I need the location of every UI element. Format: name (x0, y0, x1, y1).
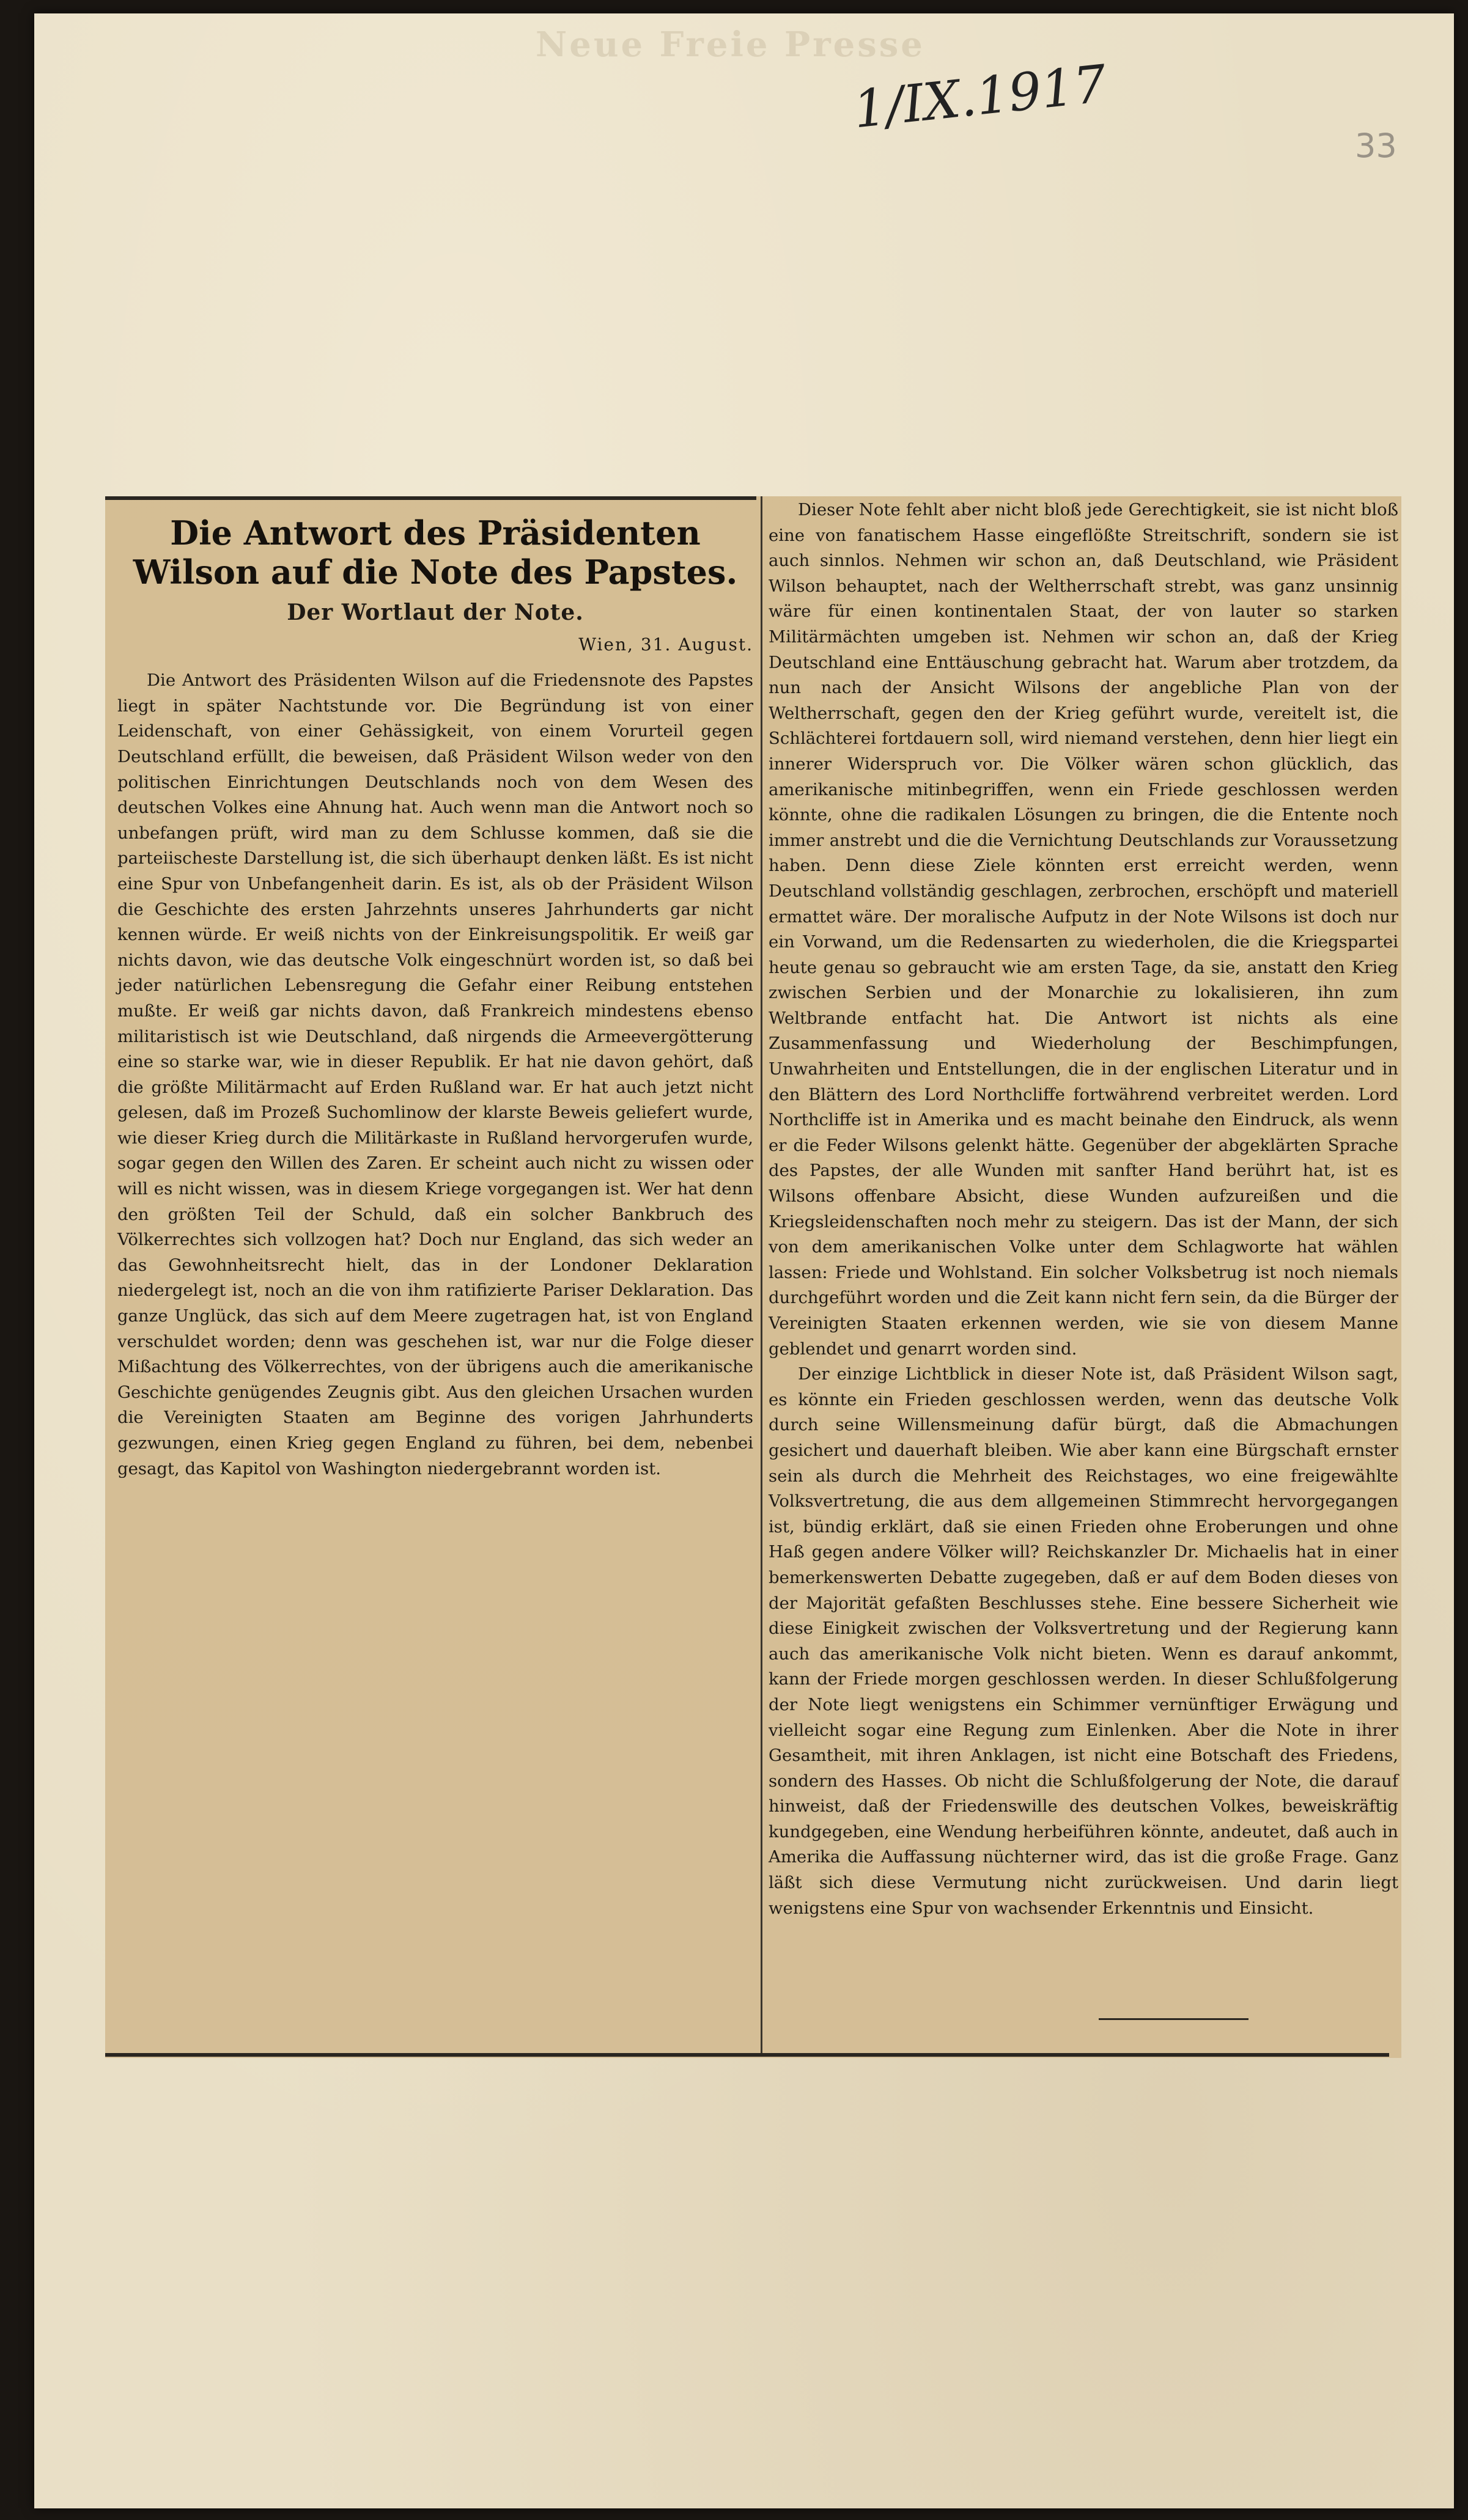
paragraph-3: Der einzige Lichtblick in dieser Note ist, daß Präsident Wilson sagt, es könnte ein Frieden geschlossen werden, wenn das deutsche Volk durch seine Willensmeinung dafür bürgt, daß die Abmachungen gesichert und dauerhaft bleiben. Wie aber kann eine Bürgschaft ernster sein als durch die Mehrheit des Reichstages, wo eine freigewählte Volksvertretung, die aus dem allgemeinen Stimmrecht hervorgegangen ist, bündig erklärt, daß sie einen Frieden ohne Eroberungen und ohne Haß gegen andere Völker will? Reichskanzler Dr. Michaelis hat in einer bemerkenswerten Debatte zugegeben, daß er auf dem Boden dieses von der Majorität gefaßten Beschlusses stehe. Eine bessere Sicherheit wie diese Einigkeit zwischen der Volksvertretung und der Regierung kann auch das amerikanische Volk nicht bieten. Wenn es darauf ankommt, kann der Friede morgen geschlossen werden. In dieser Schlußfolgerung der Note liegt wenigstens ein Schimmer vernünftiger Erwägung und vielleicht sogar eine Regung zum Einlenken. Aber die Note in ihrer Gesamtheit, mit ihren Anklagen, ist nicht eine Botschaft des Friedens, sondern des Hasses. Ob nicht die Schlußfolgerung der Note, die darauf hinweist, daß der Friedenswille des deutschen Volkes, beweiskräftig kundgegeben, eine Wendung herbeiführen könnte, andeutet, daß auch in Amerika die Auffassung nüchterner wird, das ist die große Frage. Ganz läßt sich diese Vermutung nicht zurückweisen. Und darin liegt wenigstens eine Spur von wachsender Erkenntnis und Einsicht. (769, 1364, 1398, 1918)
page-number: 33 (1355, 127, 1397, 165)
left-column (117, 507, 753, 2048)
newspaper-clipping (105, 496, 1401, 2058)
end-of-article-rule (1099, 2018, 1249, 2020)
column-divider (761, 496, 762, 2053)
handwritten-date: 1/IX.1917 (850, 53, 1110, 140)
faded-newspaper-stamp: Neue Freie Presse (536, 24, 925, 65)
top-rule (105, 496, 756, 500)
article-dateline: Wien, 31. August. (578, 634, 753, 655)
paragraph-1: Die Antwort des Präsidenten Wilson auf die Friedensnote des Papstes liegt in später Nachtstunde vor. Die Begründung ist von einer Leidenschaft, von einer Gehässigkeit, von einem Vorurteil gegen Deutschland erfüllt, die beweisen, daß Präsident Wilson weder von den politischen Einrichtungen Deutschlands noch von dem Wesen des deutschen Volkes eine Ahnung hat. Auch wenn man die Antwort noch so unbefangen prüft, wird man zu dem Schlusse kommen, daß sie die parteiischeste Darstellung ist, die sich überhaupt denken läßt. Es ist nicht eine Spur von Unbefangenheit darin. Es ist, als ob der Präsident Wilson die Geschichte des ersten Jahrzehnts unseres Jahrhunderts gar nicht kennen würde. Er weiß nichts von der Einkreisungspolitik. Er weiß gar nichts davon, wie das deutsche Volk eingeschnürt worden ist, so daß bei jeder natürlichen Lebensregung die Gefahr einer Reibung entstehen mußte. Er weiß gar nichts davon, daß Frankreich mindestens ebenso militaristisch ist wie Deutschland, daß nirgends die Armeevergötterung eine so starke war, wie in dieser Republik. Er hat nie davon gehört, daß die größte Militärmacht auf Erden Rußland war. Er hat auch jetzt nicht gelesen, daß im Prozeß Suchomlinow der klarste Beweis geliefert wurde, wie dieser Krieg durch die Militärkaste in Rußland hervorgerufen wurde, sogar gegen den Willen des Zaren. Er scheint auch nicht zu wissen oder will es nicht wissen, was in diesem Kriege vorgegangen ist. Wer hat denn den größten Teil der Schuld, daß ein solcher Bankbruch des Völkerrechtes sich vollzogen hat? Doch nur England, das sich weder an das Gewohnheitsrecht hielt, das in der Londoner Deklaration niedergelegt ist, noch an die von ihm ratifizierte Pariser Deklaration. Das ganze Unglück, das sich auf dem Meere zugetragen hat, ist von England verschuldet worden; denn was geschehen ist, war nur die Folge dieser Mißachtung des Völkerrechtes, von der übrigens auch die amerikanische Geschichte genügendes Zeugnis gibt. Aus den gleichen Ursachen wurden die Vereinigten Staaten am Beginne des vorigen Jahrhunderts gezwungen, einen Krieg gegen England zu führen, bei dem, nebenbei gesagt, das Kapitol von Washington niedergebrannt worden ist. (117, 670, 753, 1479)
article-subhead: Der Wortlaut der Note. (287, 600, 584, 625)
right-column (769, 498, 1398, 2050)
bottom-rule (105, 2053, 1389, 2057)
archive-sheet (34, 13, 1454, 2508)
article-headline: Die Antwort des Präsidenten Wilson auf die Note des Papstes. (133, 513, 738, 592)
paragraph-2: Dieser Note fehlt aber nicht bloß jede Gerechtigkeit, sie ist nicht bloß eine von fanatischem Hasse eingeflößte Streitschrift, sondern sie ist auch sinnlos. Nehmen wir schon an, daß Deutschland, wie Präsident Wilson behauptet, nach der Weltherrschaft strebt, was ganz unsinnig wäre für einen kontinentalen Staat, der von lauter so starken Militärmächten umgeben ist. Nehmen wir schon an, daß der Krieg Deutschland eine Enttäuschung gebracht hat. Warum aber trotzdem, da nun nach der Ansicht Wilsons der angebliche Plan von der Weltherrschaft, gegen den der Krieg geführt wurde, vereitelt ist, die Schlächterei fortdauern soll, wird niemand verstehen, denn hier liegt ein innerer Widerspruch vor. Die Völker wären schon glücklich, das amerikanische mitinbegriffen, wenn ein Friede geschlossen werden könnte, ohne die radikalen Lösungen zu bringen, die die Entente noch immer anstrebt und die die Vernichtung Deutschlands zur Voraussetzung haben. Denn diese Ziele könnten erst erreicht werden, wenn Deutschland vollständig geschlagen, zerbrochen, erschöpft und materiell ermattet wäre. Der moralische Aufputz in der Note Wilsons ist doch nur ein Vorwand, um die Redensarten zu wiederholen, die die Kriegspartei heute genau so gebraucht wie am ersten Tage, da sie, anstatt den Krieg zwischen Serbien und der Monarchie zu lokalisieren, ihn zum Weltbrande entfacht hat. Die Antwort ist nichts als eine Zusammenfassung und Wiederholung der Beschimpfungen, Unwahrheiten und Entstellungen, die in der englischen Literatur und in den Blättern des Lord Northcliffe fortwährend verbreitet werden. Lord Northcliffe ist in Amerika und es macht beinahe den Eindruck, als wenn er die Feder Wilsons gelenkt hätte. Gegenüber der abgeklärten Sprache des Papstes, der alle Wunden mit sanfter Hand berührt hat, ist es Wilsons offenbare Absicht, diese Wunden aufzureißen und die Kriegsleidenschaften noch mehr zu steigern. Das ist der Mann, der sich von dem amerikanischen Volke unter dem Schlagworte hat wählen lassen: Friede und Wohlstand. Ein solcher Volksbetrug ist noch niemals durchgeführt worden und die Zeit kann nicht fern sein, da die Bürger der Vereinigten Staaten erkennen werden, wie sie von diesem Manne geblendet und genarrt worden sind. (769, 500, 1398, 1359)
